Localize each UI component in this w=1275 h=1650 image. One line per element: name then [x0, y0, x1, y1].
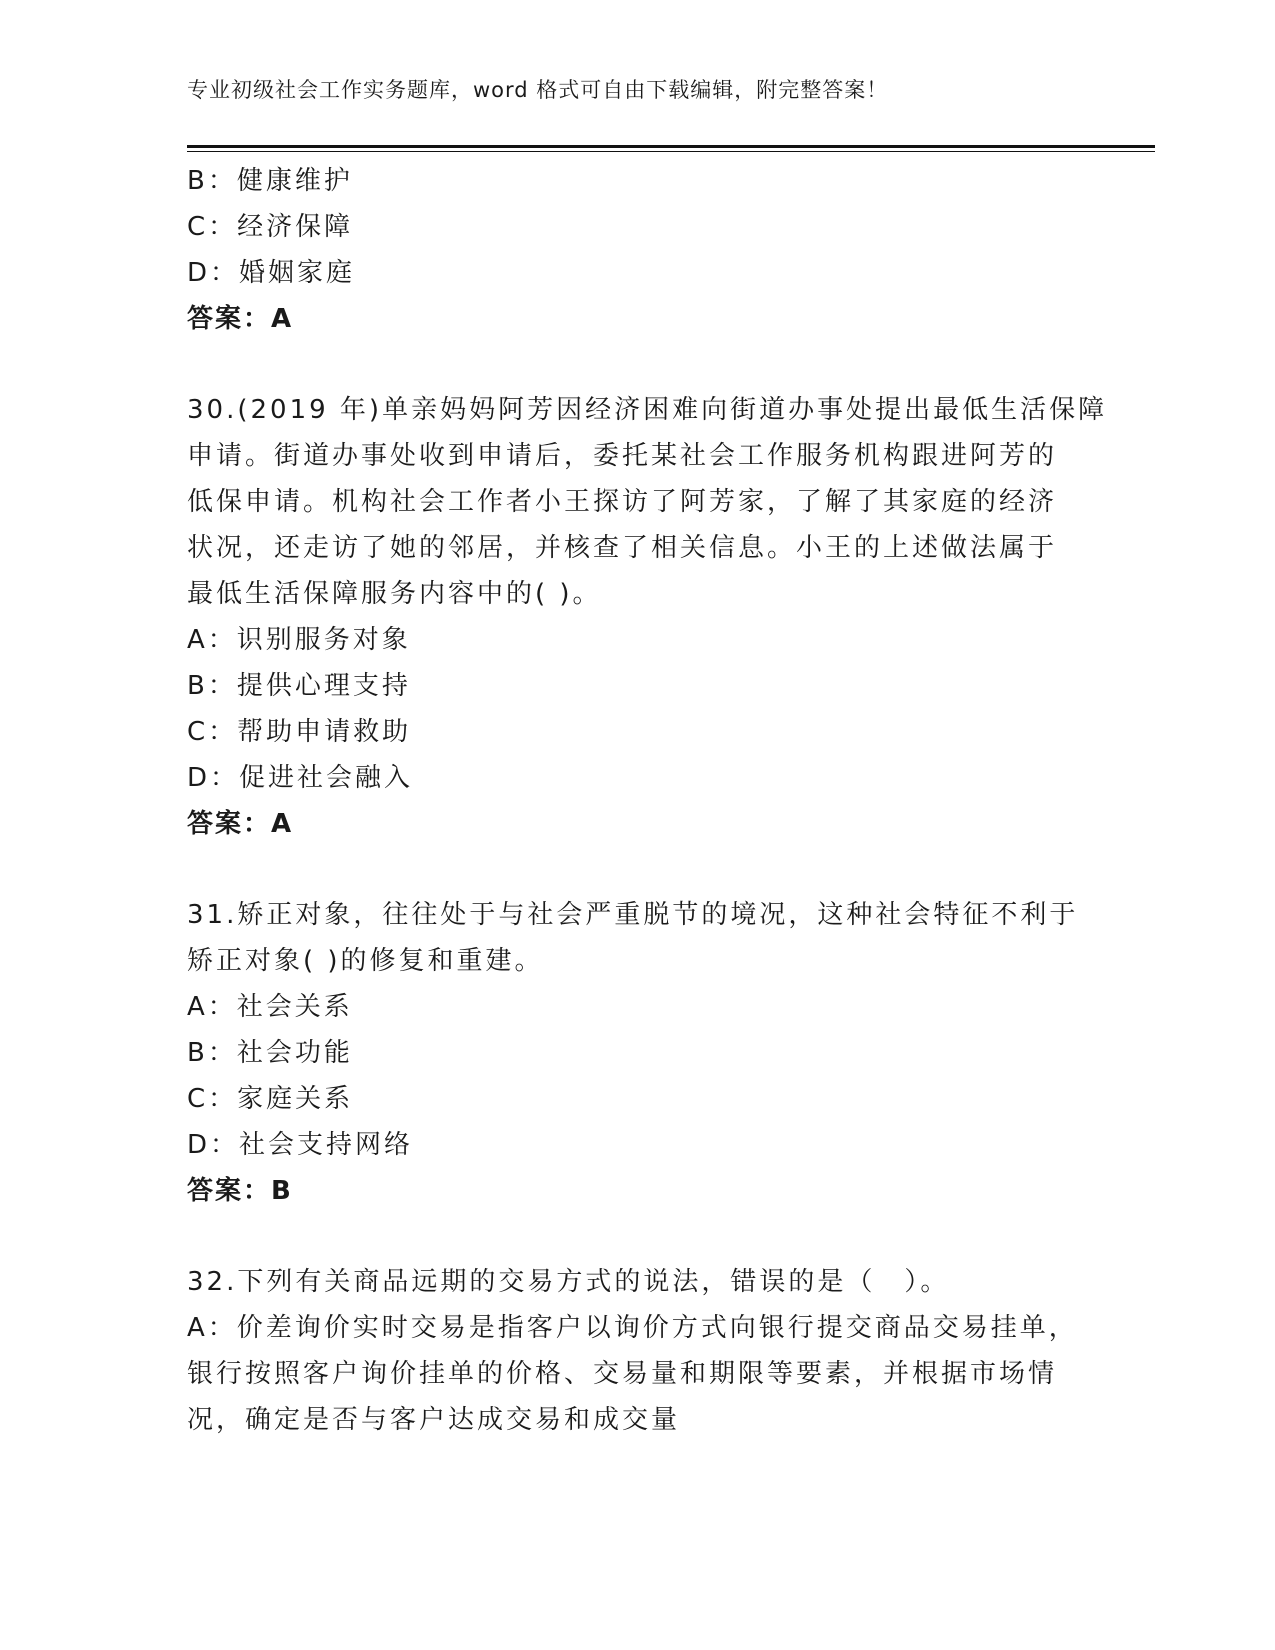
question-text-line: 申请。街道办事处收到申请后，委托某社会工作服务机构跟进阿芳的	[187, 441, 1058, 471]
option-c: C：家庭关系	[187, 1084, 354, 1114]
page-header: 专业初级社会工作实务题库，word 格式可自由下载编辑，附完整答案！	[187, 78, 889, 102]
answer-label: 答案：A	[187, 809, 294, 839]
header-rule-thin	[187, 151, 1155, 152]
option-a: A：识别服务对象	[187, 625, 411, 655]
option-a-line: 银行按照客户询价挂单的价格、交易量和期限等要素，并根据市场情	[187, 1359, 1058, 1389]
question-text-line: 最低生活保障服务内容中的( )。	[187, 579, 602, 609]
option-a-line: 况，确定是否与客户达成交易和成交量	[187, 1405, 681, 1435]
question-text-line: 状况，还走访了她的邻居，并核查了相关信息。小王的上述做法属于	[187, 533, 1058, 563]
question-32	[187, 1259, 1087, 1443]
spacer	[187, 847, 1087, 892]
question-text-line: 31.矫正对象，往往处于与社会严重脱节的境况，这种社会特征不利于	[187, 900, 1079, 930]
question-text-line: 32.下列有关商品远期的交易方式的说法，错误的是（ ）。	[187, 1267, 950, 1297]
option-c: C：帮助申请救助	[187, 717, 412, 747]
question-text-line: 低保申请。机构社会工作者小王探访了阿芳家，了解了其家庭的经济	[187, 487, 1058, 517]
document-content	[187, 158, 1108, 1443]
question-text-line: 30.(2019 年)单亲妈妈阿芳因经济困难向街道办事处提出最低生活保障	[187, 395, 1108, 425]
option-a: A：社会关系	[187, 992, 353, 1022]
spacer	[187, 342, 1087, 387]
answer-label: 答案：A	[187, 304, 294, 334]
option-d: D：社会支持网络	[187, 1130, 414, 1160]
spacer	[187, 1214, 1087, 1259]
question-30	[187, 387, 1108, 847]
option-a-line: A：价差询价实时交易是指客户以询价方式向银行提交商品交易挂单，	[187, 1313, 1078, 1343]
option-b: B：提供心理支持	[187, 671, 411, 701]
header-rule-thick	[187, 145, 1155, 148]
option-c: C：经济保障	[187, 212, 354, 242]
option-d: D：婚姻家庭	[187, 258, 356, 288]
option-b: B：健康维护	[187, 166, 353, 196]
prev-question	[187, 158, 1087, 342]
option-b: B：社会功能	[187, 1038, 353, 1068]
question-text-line: 矫正对象( )的修复和重建。	[187, 946, 544, 976]
question-31	[187, 892, 1087, 1214]
option-d: D：促进社会融入	[187, 763, 414, 793]
answer-label: 答案：B	[187, 1176, 293, 1206]
